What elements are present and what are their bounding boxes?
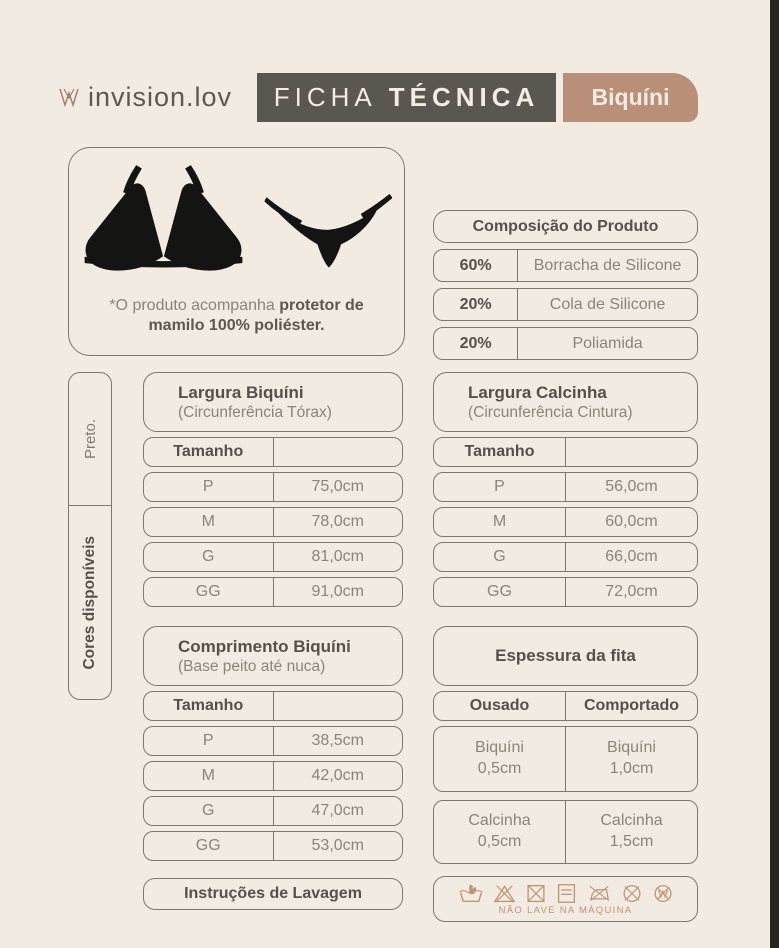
- size-cell: G: [434, 543, 566, 571]
- do-not-bleach-icon: [493, 883, 516, 904]
- table-title: Largura Calcinha: [468, 382, 607, 402]
- table-row: [433, 542, 698, 572]
- care-icons-row: [458, 883, 674, 904]
- table-header: [433, 372, 698, 432]
- bikini-top-silhouette: [81, 162, 246, 288]
- comportado-col-header: Comportado: [583, 697, 680, 714]
- do-not-dry-clean-icon: [621, 883, 643, 904]
- table-header: [143, 626, 403, 686]
- table-row: [143, 577, 403, 607]
- do-not-iron-icon: [586, 883, 612, 903]
- composition-material: Cola de Silicone: [549, 295, 666, 313]
- note-regular: *O produto acompanha: [109, 297, 280, 314]
- comprimento-biquini-table: [143, 626, 403, 866]
- table-row: [143, 831, 403, 861]
- size-cell: M: [434, 508, 566, 536]
- table-row: [433, 472, 698, 502]
- table-row: [433, 726, 698, 792]
- value-col-header: [274, 692, 403, 720]
- value-cell: 72,0cm: [605, 583, 658, 600]
- table-row: [143, 796, 403, 826]
- largura-biquini-table: [143, 372, 403, 612]
- value-cell: 75,0cm: [311, 478, 364, 495]
- ousado-col-header: Ousado: [434, 692, 566, 720]
- product-type-label: Biquíni: [591, 84, 670, 110]
- hand-wash-icon: [458, 883, 484, 904]
- composition-row: [433, 327, 698, 360]
- available-colors-sidebar: [68, 372, 112, 700]
- composition-row: [433, 249, 698, 282]
- size-cell: GG: [434, 578, 566, 606]
- colors-label: Cores disponíveis: [81, 535, 98, 670]
- composition-pct: 20%: [434, 289, 518, 320]
- table-header: [143, 372, 403, 432]
- comportado-cell: [566, 727, 697, 791]
- column-header-row: [143, 691, 403, 721]
- value-cell: 60,0cm: [605, 513, 658, 530]
- size-cell: G: [144, 797, 274, 825]
- w-monogram-icon: [58, 88, 80, 108]
- size-cell: M: [144, 762, 274, 790]
- table-row: [143, 761, 403, 791]
- value-cell: 91,0cm: [311, 583, 364, 600]
- composition-pct: 60%: [434, 250, 518, 281]
- color-value: Preto.: [81, 418, 99, 460]
- product-illustration-panel: [68, 147, 405, 356]
- size-col-header: Tamanho: [434, 438, 566, 466]
- table-row: [433, 577, 698, 607]
- colors-label-cell: [69, 506, 111, 699]
- table-subtitle: (Circunferência Cintura): [468, 403, 633, 421]
- table-subtitle: (Circunferência Tórax): [178, 403, 332, 421]
- brand-logo: [58, 82, 232, 113]
- size-cell: G: [144, 543, 274, 571]
- comportado-cell: [566, 801, 697, 863]
- size-cell: P: [434, 473, 566, 501]
- value-cell: 53,0cm: [311, 837, 364, 854]
- item-label: Biquíni: [475, 739, 524, 757]
- table-row: [143, 726, 403, 756]
- table-row: [143, 472, 403, 502]
- note-bold-1: protetor de: [279, 297, 364, 314]
- item-label: Calcinha: [468, 812, 531, 830]
- ousado-cell: [434, 727, 566, 791]
- table-subtitle: (Base peito até nuca): [178, 657, 326, 675]
- composition-row: [433, 288, 698, 321]
- value-col-header: [274, 438, 403, 466]
- table-row: [433, 800, 698, 864]
- size-cell: GG: [144, 578, 274, 606]
- value-cell: 81,0cm: [311, 548, 364, 565]
- size-cell: GG: [144, 832, 274, 860]
- item-value: 1,5cm: [609, 833, 654, 850]
- column-header-row: [143, 437, 403, 467]
- table-row: [143, 507, 403, 537]
- table-row: [433, 507, 698, 537]
- do-not-tumble-dry-icon: [525, 883, 547, 904]
- sheet-title-bold: TÉCNICA: [388, 82, 540, 112]
- item-value: 1,0cm: [609, 760, 654, 777]
- size-cell: P: [144, 727, 274, 755]
- size-cell: M: [144, 508, 274, 536]
- nipple-protector-note: [109, 296, 363, 336]
- largura-calcinha-table: [433, 372, 698, 612]
- table-title: Largura Biquíni: [178, 382, 304, 402]
- composition-title: Composição do Produto: [433, 210, 698, 243]
- product-type-badge: [563, 73, 698, 122]
- column-header-row: [433, 691, 698, 721]
- brand-name: invision.lov: [88, 82, 233, 112]
- care-note: NÃO LAVE NA MÁQUINA: [498, 904, 633, 916]
- page-edge-strip: [770, 0, 779, 948]
- value-cell: 78,0cm: [311, 513, 364, 530]
- size-col-header: Tamanho: [144, 692, 274, 720]
- size-cell: P: [144, 473, 274, 501]
- composition-section: [433, 210, 698, 366]
- composition-pct: 20%: [434, 328, 518, 359]
- value-cell: 47,0cm: [311, 802, 364, 819]
- care-symbols-panel: [433, 876, 698, 922]
- ousado-cell: [434, 801, 566, 863]
- washing-instructions-button: Instruções de Lavagem: [143, 878, 403, 910]
- table-row: [143, 542, 403, 572]
- item-label: Biquíni: [607, 739, 656, 757]
- value-cell: 42,0cm: [311, 767, 364, 784]
- sheet-title-regular: FICHA: [273, 82, 377, 112]
- table-title: Espessura da fita: [433, 626, 698, 686]
- column-header-row: [433, 437, 698, 467]
- size-col-header: Tamanho: [144, 438, 274, 466]
- bikini-bottom-silhouette: [264, 162, 392, 282]
- table-title: Comprimento Biquíni: [178, 636, 351, 656]
- item-value: 0,5cm: [477, 760, 522, 777]
- product-illustration: [81, 162, 392, 290]
- composition-material: Borracha de Silicone: [533, 256, 682, 274]
- value-col-header: [566, 438, 697, 466]
- composition-material: Poliamida: [572, 334, 643, 352]
- item-label: Calcinha: [600, 812, 663, 830]
- value-cell: 66,0cm: [605, 548, 658, 565]
- sheet-title: [257, 73, 556, 122]
- espessura-fita-table: [433, 626, 698, 869]
- do-not-wet-clean-icon: [652, 883, 674, 904]
- color-value-cell: [69, 373, 111, 506]
- value-cell: 56,0cm: [605, 478, 658, 495]
- value-cell: 38,5cm: [311, 732, 364, 749]
- note-bold-2: mamilo 100% poliéster.: [148, 317, 325, 334]
- natural-dry-icon: [556, 883, 577, 904]
- item-value: 0,5cm: [477, 833, 522, 850]
